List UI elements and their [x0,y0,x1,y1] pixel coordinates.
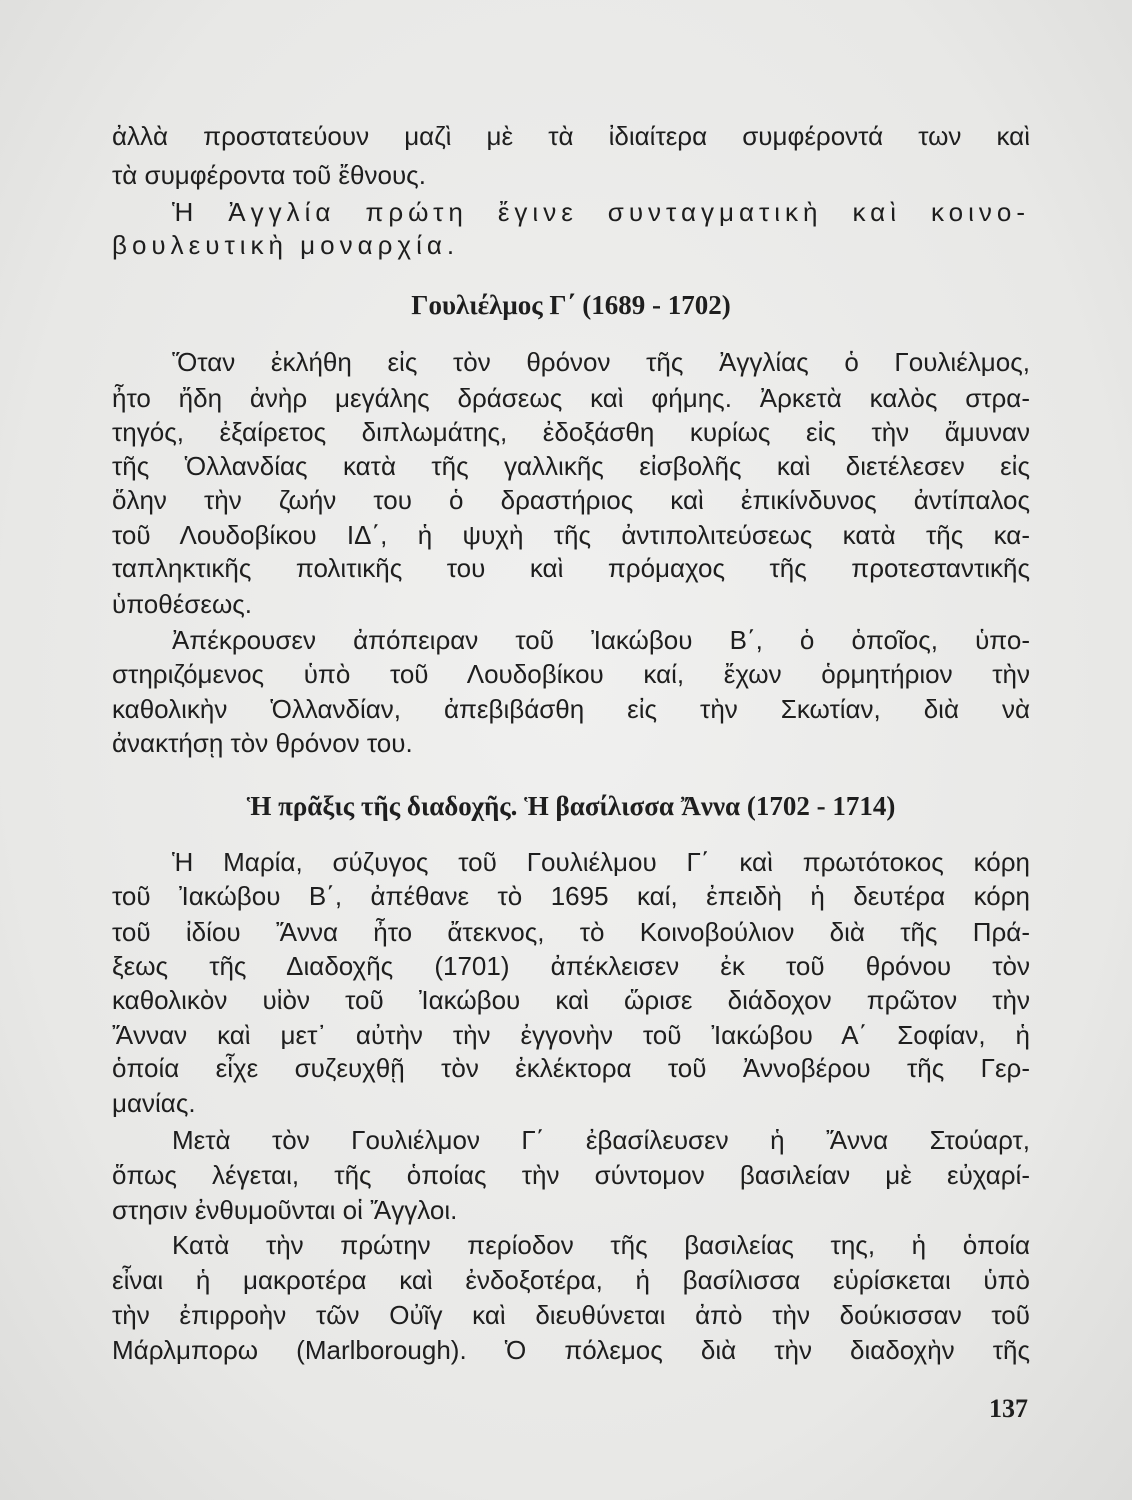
text-line: Ἀπέκρουσεν ἀπόπειραν τοῦ Ἰακώβου Β΄, ὁ ὁποῖος, ὑπο- [172,625,1030,655]
text-line: στησιν ἐνθυμοῦνται οἱ Ἄγγλοι. [112,1195,458,1225]
text-line: Μάρλμπορω (Marlborough). Ὁ πόλεμος διὰ τὴν διαδοχὴν τῆς [112,1335,1030,1365]
text-line: τὰ συμφέροντα τοῦ ἔθνους. [112,160,426,190]
text-line: τὴν ἐπιρροὴν τῶν Οὐῖγ καὶ διευθύνεται ἀπὸ τὴν δούκισσαν τοῦ [112,1300,1030,1330]
text-line: τοῦ Ἰακώβου Β΄, ἀπέθανε τὸ 1695 καί, ἐπειδὴ ἡ δευτέρα κόρη [112,881,1030,911]
page-number: 137 [989,1394,1028,1423]
text-line: ταπληκτικῆς πολιτικῆς του καὶ πρόμαχος τῆς προτεσταντικῆς [112,553,1030,583]
text-line: βουλευτικὴ μοναρχία. [112,230,460,260]
text-line: καθολικὸν υἱὸν τοῦ Ἰακώβου καὶ ὥρισε διάδοχον πρῶτον τὴν [112,985,1030,1015]
text-line: Μετὰ τὸν Γουλιέλμον Γ΄ ἐβασίλευσεν ἡ Ἄννα Στούαρτ, [172,1125,1030,1155]
text-line: Ἡ Ἀγγλία πρώτη ἔγινε συνταγματικὴ καὶ κοινο- [172,197,1030,227]
text-line: μανίας. [112,1088,196,1118]
text-line: καθολικὴν Ὁλλανδίαν, ἀπεβιβάσθη εἰς τὴν Σκωτίαν, διὰ νὰ [112,694,1030,724]
text-line: τοῦ ἰδίου Ἄννα ἦτο ἄτεκνος, τὸ Κοινοβούλιον διὰ τῆς Πρά- [112,917,1030,947]
text-line: εἶναι ἡ μακροτέρα καὶ ἐνδοξοτέρα, ἡ βασίλισσα εὑρίσκεται ὑπὸ [112,1265,1030,1295]
text-line: τοῦ Λουδοβίκου ΙΔ΄, ἡ ψυχὴ τῆς ἀντιπολιτεύσεως κατὰ τῆς κα- [112,520,1030,550]
text-line: ὅλην τὴν ζωήν του ὁ δραστήριος καὶ ἐπικίνδυνος ἀντίπαλος [112,485,1030,515]
text-line: ὁποία εἶχε συζευχθῇ τὸν ἐκλέκτορα τοῦ Ἀννοβέρου τῆς Γερ- [112,1053,1030,1083]
section-heading: Ἡ πρᾶξις τῆς διαδοχῆς. Ἡ βασίλισσα Ἄννα (1702 - 1714) [246,791,896,821]
text-line: Ἄνναν καὶ μετ᾽ αὐτὴν τὴν ἐγγονὴν τοῦ Ἰακώβου Α΄ Σοφίαν, ἡ [112,1020,1030,1050]
text-line: ὑποθέσεως. [112,589,252,619]
section-heading: Γουλιέλμος Γ΄ (1689 - 1702) [411,290,731,320]
text-line: ὅπως λέγεται, τῆς ὁποίας τὴν σύντομον βασιλείαν μὲ εὐχαρί- [112,1160,1030,1190]
text-line: ἀλλὰ προστατεύουν μαζὶ μὲ τὰ ἰδιαίτερα συμφέροντά των καὶ [112,121,1030,151]
text-line: ξεως τῆς Διαδοχῆς (1701) ἀπέκλεισεν ἐκ τοῦ θρόνου τὸν [112,951,1030,981]
text-line: Ἡ Μαρία, σύζυγος τοῦ Γουλιέλμου Γ΄ καὶ πρωτότοκος κόρη [172,847,1030,877]
text-line: ἦτο ἤδη ἀνὴρ μεγάλης δράσεως καὶ φήμης. Ἀρκετὰ καλὸς στρα- [112,383,1030,413]
text-line: Κατὰ τὴν πρώτην περίοδον τῆς βασιλείας της, ἡ ὁποία [172,1230,1030,1260]
text-line: τηγός, ἐξαίρετος διπλωμάτης, ἐδοξάσθη κυρίως εἰς τὴν ἄμυναν [112,417,1030,447]
text-line: τῆς Ὁλλανδίας κατὰ τῆς γαλλικῆς εἰσβολῆς καὶ διετέλεσεν εἰς [112,451,1030,481]
text-line: Ὅταν ἐκλήθη εἰς τὸν θρόνον τῆς Ἀγγλίας ὁ Γουλιέλμος, [172,347,1030,377]
text-line: ἀνακτήσῃ τὸν θρόνον του. [112,728,413,758]
text-line: στηριζόμενος ὑπὸ τοῦ Λουδοβίκου καί, ἔχων ὁρμητήριον τὴν [112,659,1030,689]
